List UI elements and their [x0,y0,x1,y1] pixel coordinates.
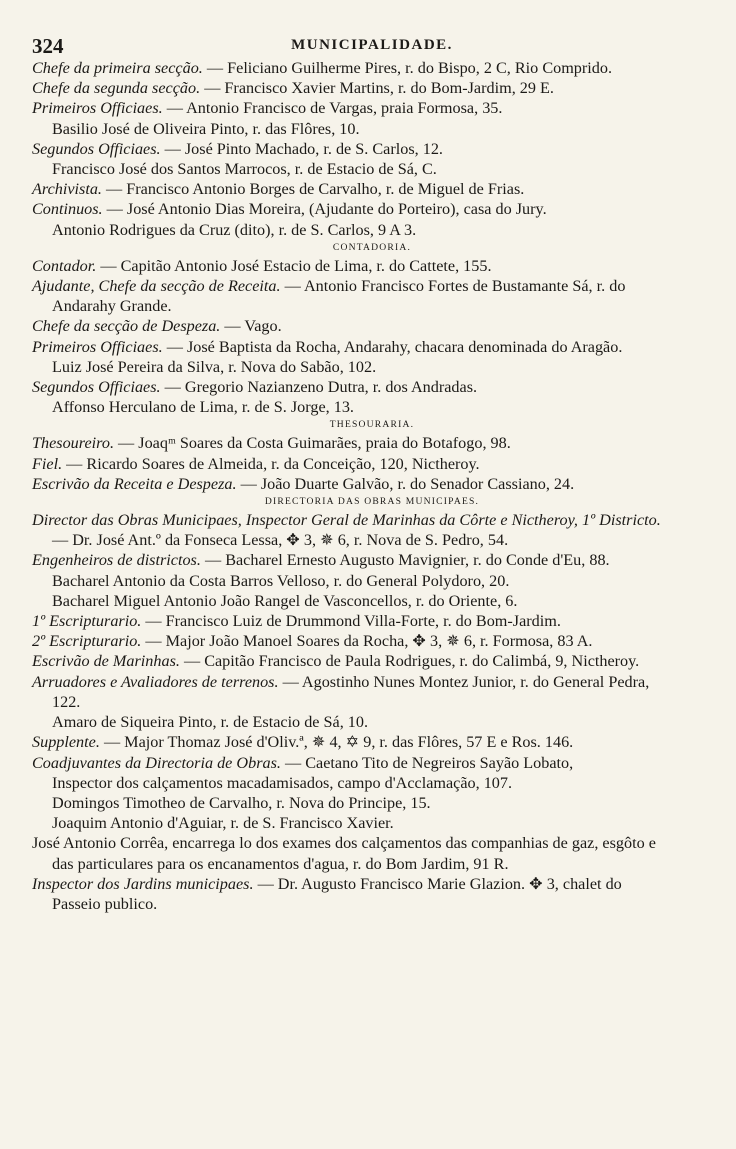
directory-entry [32,611,672,631]
directory-entry [32,316,672,336]
entry-text: — Capitão Francisco de Paula Rodrigues, r. do Calimbá, 9, Nictheroy. [179,652,640,671]
entry-role: Thesoureiro. [32,434,114,453]
entry-text: Affonso Herculano de Lima, r. de S. Jorge, 13. [52,398,354,417]
entry-text: Domingos Timotheo de Carvalho, r. Nova do Principe, 15. [52,793,431,812]
entry-role: 2º Escripturario. [32,632,142,651]
directory-subentry [32,357,672,377]
directory-entry [32,732,672,752]
entry-text: — Ricardo Soares de Almeida, r. da Conceição, 120, Nictheroy. [62,454,480,473]
entry-role: 1º Escripturario. [32,612,142,631]
directory-subentry [32,571,672,591]
entry-text: — Francisco Antonio Borges de Carvalho, r. de Miguel de Frias. [101,180,525,199]
entry-role: Escrivão da Receita e Despeza. [32,474,237,493]
directory-entry [32,510,672,550]
page-number: 324 [32,34,64,58]
directory-entry [32,179,672,199]
entry-text: — Dr. Augusto Francisco Marie Glazion. ✥ 3, chalet do Passeio publico. [52,874,622,913]
directory-subentry [32,119,672,139]
entry-text: — Feliciano Guilherme Pires, r. do Bispo, 2 C, Rio Comprido. [202,59,613,77]
directory-subentry [32,813,672,833]
entry-text: — Bacharel Ernesto Augusto Mavignier, r. do Conde d'Eu, 88. [200,551,610,570]
entry-role: Fiel. [32,454,63,473]
entry-role: Continuos. [32,200,103,219]
entry-role: Ajudante, Chefe da secção de Receita. [32,277,281,296]
directory-subentry [32,773,672,793]
directory-entry [32,337,672,357]
directory-entry [32,377,672,397]
entry-text: — Dr. José Ant.º da Fonseca Lessa, ✥ 3, ✵ 6, r. Nova de S. Pedro, 54. [52,531,509,550]
directory-entry [32,199,672,219]
entry-text: — Vago. [220,317,282,336]
directory-entry [32,98,672,118]
entry-role: Segundos Officiaes. [32,139,161,158]
entry-role: Segundos Officiaes. [32,378,161,397]
entry-role: Director das Obras Municipaes, Inspector Geral de Marinhas da Côrte e Nictheroy, 1º Districto. [32,511,661,530]
entry-role: Chefe da primeira secção. [32,59,203,77]
directory-entry [32,672,672,712]
directory-subentry [32,220,672,240]
entry-text: Basilio José de Oliveira Pinto, r. das Flôres, 10. [52,119,360,138]
entry-text: Inspector dos calçamentos macadamisados, campo d'Acclamação, 107. [52,773,513,792]
directory-subentry [32,397,672,417]
entry-text: — Joaqᵐ Soares da Costa Guimarães, praia do Botafogo, 98. [114,434,511,453]
directory-entry [32,139,672,159]
document-page [32,34,672,914]
entry-role: Archivista. [32,180,102,199]
entry-text: — José Antonio Dias Moreira, (Ajudante do Porteiro), casa do Jury. [102,200,547,219]
entry-text: Joaquim Antonio d'Aguiar, r. de S. Francisco Xavier. [52,814,394,833]
entry-text: Bacharel Antonio da Costa Barros Velloso, r. do General Polydoro, 20. [52,571,510,590]
entry-text: — Major Thomaz José d'Oliv.ª, ✵ 4, ✡ 9, r. das Flôres, 57 E e Ros. 146. [99,733,574,752]
entry-text: — Francisco Luiz de Drummond Villa-Forte, r. do Bom-Jardim. [141,612,561,631]
directory-entry [32,550,672,570]
directory-subentry [32,159,672,179]
directory-entry [32,874,672,914]
entry-text: — José Baptista da Rocha, Andarahy, chacara denominada do Aragão. [162,337,623,356]
directory-entry [32,58,672,78]
directory-subentry [32,712,672,732]
directory-entry [32,433,672,453]
entry-text: — Francisco Xavier Martins, r. do Bom-Jardim, 29 E. [200,79,554,98]
entry-role: Chefe da secção de Despeza. [32,317,221,336]
section-heading: CONTADORIA. [332,241,412,253]
page-title: MUNICIPALIDADE. [291,37,453,53]
entry-role: Inspector dos Jardins municipaes. [32,874,254,893]
directory-subentry [32,833,672,873]
entry-role: Chefe da segunda secção. [32,79,201,98]
entry-text: Bacharel Miguel Antonio João Rangel de Vasconcellos, r. do Oriente, 6. [52,591,518,610]
entry-text: Antonio Rodrigues da Cruz (dito), r. de S. Carlos, 9 A 3. [52,220,417,239]
entry-role: Contador. [32,256,97,275]
directory-entry [32,78,672,98]
entry-text: — José Pinto Machado, r. de S. Carlos, 12. [160,139,443,158]
entry-text: — Capitão Antonio José Estacio de Lima, r. do Cattete, 155. [96,256,492,275]
entry-text: José Antonio Corrêa, encarrega lo dos exames dos calçamentos das companhias de gaz, esgôto e das particulares para os encanamentos d'agua, r. do Bom Jardim, 91 R. [32,834,656,873]
entry-role: Primeiros Officiaes. [32,99,163,118]
directory-entry [32,474,672,494]
entry-text: Amaro de Siqueira Pinto, r. de Estacio de Sá, 10. [52,713,369,732]
directory-listing [32,58,672,914]
directory-entry [32,651,672,671]
entry-role: Supplente. [32,733,100,752]
entry-text: — Gregorio Nazianzeno Dutra, r. dos Andradas. [160,378,478,397]
directory-subentry [32,591,672,611]
entry-role: Escrivão de Marinhas. [32,652,180,671]
entry-text: — Antonio Francisco Fortes de Bustamante Sá, r. do Andarahy Grande. [52,277,626,316]
entry-role: Coadjuvantes da Directoria de Obras. [32,753,281,772]
section-heading: THESOURARIA. [329,419,415,431]
entry-role: Engenheiros de districtos. [32,551,201,570]
directory-entry [32,753,672,773]
directory-entry [32,454,672,474]
entry-text: — Agostinho Nunes Montez Junior, r. do General Pedra, 122. [52,672,650,711]
directory-entry [32,256,672,276]
entry-text: Francisco José dos Santos Marrocos, r. de Estacio de Sá, C. [52,160,437,179]
entry-role: Arruadores e Avaliadores de terrenos. [32,672,279,691]
directory-entry [32,276,672,316]
entry-text: Luiz José Pereira da Silva, r. Nova do Sabão, 102. [52,357,377,376]
directory-entry [32,631,672,651]
directory-subentry [32,793,672,813]
entry-text: — Caetano Tito de Negreiros Sayão Lobato, [280,753,574,772]
entry-text: — João Duarte Galvão, r. do Senador Cassiano, 24. [236,474,575,493]
entry-text: — Major João Manoel Soares da Rocha, ✥ 3, ✵ 6, r. Formosa, 83 A. [141,632,593,651]
entry-role: Primeiros Officiaes. [32,337,163,356]
section-heading: DIRECTORIA DAS OBRAS MUNICIPAES. [264,496,480,508]
entry-text: — Antonio Francisco de Vargas, praia Formosa, 35. [162,99,503,118]
page-header [32,34,672,56]
